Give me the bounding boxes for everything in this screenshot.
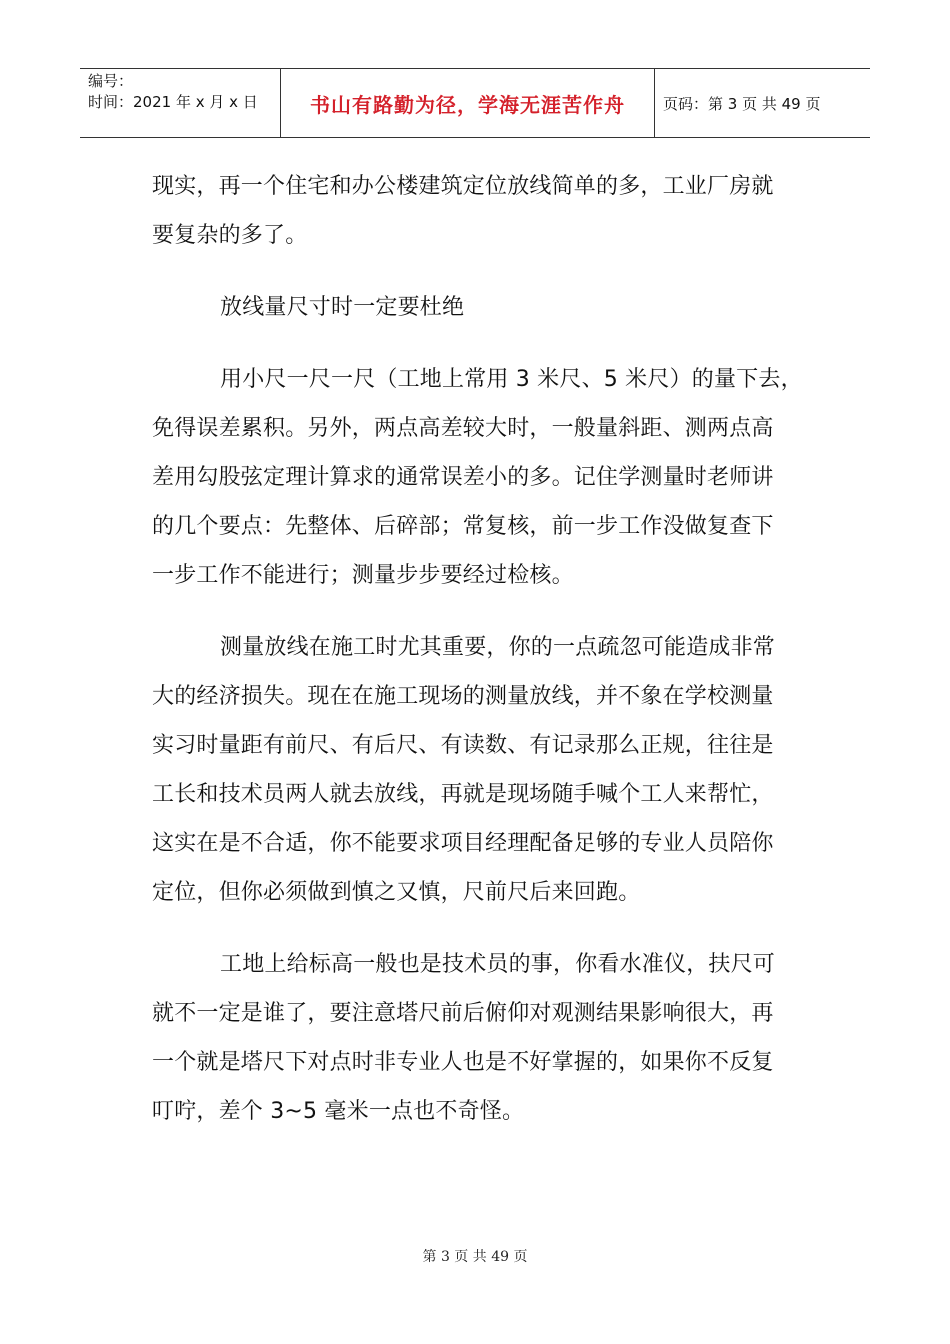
text-line: 实习时量距有前尺、有后尺、有读数、有记录那么正规，往往是 [152,733,774,758]
header-page-info: 页码：第 3 页 共 49 页 [663,94,821,113]
text-line: 一步工作不能进行；测量步步要经过检核。 [152,563,574,588]
text-line: 的几个要点：先整体、后碎部；常复核，前一步工作没做复查下 [152,514,774,539]
text-line: 叮咛，差个 3~5 毫米一点也不奇怪。 [152,1099,525,1124]
paragraph-2 [152,283,792,332]
document-number-label: 编号： [88,72,134,90]
text-line: 这实在是不合适，你不能要求项目经理配备足够的专业人员陪你 [152,831,774,856]
text-line: 一个就是塔尺下对点时非专业人也是不好掌握的，如果你不反复 [152,1050,774,1075]
paragraph-5 [152,940,792,1136]
text-line: 定位，但你必须做到慎之又慎，尺前尺后来回跑。 [152,880,641,905]
header-meta [80,69,281,137]
paragraph-3 [152,355,803,600]
text-line: 放线量尺寸时一定要杜绝 [220,295,465,320]
page-footer: 第 3 页 共 49 页 [422,1249,528,1265]
document-date: 时间：2021 年 x 月 x 日 [88,93,258,111]
paragraph-4 [152,623,792,917]
text-line: 用小尺一尺一尺（工地上常用 3 米尺、5 米尺）的量下去， [220,367,803,392]
text-line: 工长和技术员两人就去放线，再就是现场随手喊个工人来帮忙， [152,782,774,807]
text-line: 就不一定是谁了，要注意塔尺前后俯仰对观测结果影响很大，再 [152,1001,774,1026]
text-line: 测量放线在施工时尤其重要，你的一点疏忽可能造成非常 [220,635,776,660]
page-header [80,68,870,138]
text-line: 现实，再一个住宅和办公楼建筑定位放线简单的多，工业厂房就 [152,174,774,199]
text-line: 免得误差累积。另外，两点高差较大时，一般量斜距、测两点高 [152,416,774,441]
text-line: 差用勾股弦定理计算求的通常误差小的多。记住学测量时老师讲 [152,465,774,490]
text-line: 要复杂的多了。 [152,223,308,248]
text-line: 大的经济损失。现在在施工现场的测量放线，并不象在学校测量 [152,684,774,709]
document-body [152,162,803,1159]
text-line: 工地上给标高一般也是技术员的事，你看水准仪，扶尺可 [220,952,776,977]
paragraph-1 [152,162,792,260]
header-motto: 书山有路勤为径，学海无涯苦作舟 [281,69,655,137]
